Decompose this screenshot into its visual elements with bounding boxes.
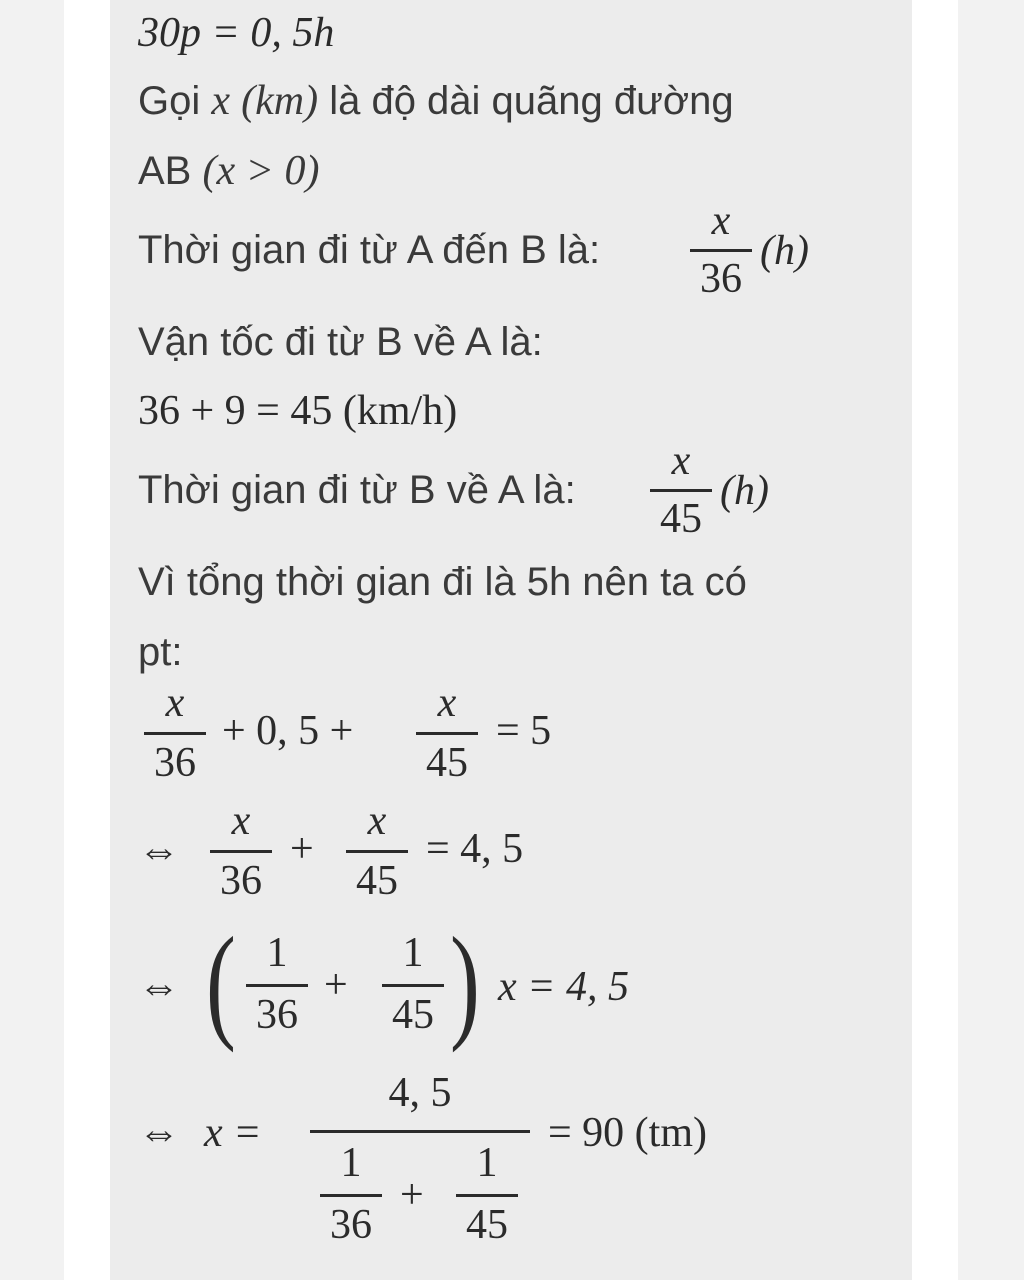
eq3-iff: ⇔ xyxy=(138,964,180,1010)
unit-hours-2: (h) xyxy=(720,468,769,514)
eq3-left-paren: ( xyxy=(206,911,236,1053)
text-line-5: Vận tốc đi từ B về A là: xyxy=(138,320,543,364)
text-line-7: Thời gian đi từ B về A là: xyxy=(138,468,576,512)
eq3-fraction-1: 1 36 xyxy=(246,930,308,1040)
text-line-2: Gọi x (km) là độ dài quãng đường xyxy=(138,78,734,124)
eq4-den-plus: + xyxy=(400,1172,424,1218)
eq4-lhs: x = xyxy=(204,1110,262,1156)
eq2-rhs: = 4, 5 xyxy=(426,826,524,872)
eq1-middle: + 0, 5 + xyxy=(222,708,354,754)
eq3-plus: + xyxy=(324,962,348,1008)
eq3-rhs: x = 4, 5 xyxy=(498,964,629,1010)
fraction-x-over-45: x 45 xyxy=(650,436,712,546)
unit-hours-1: (h) xyxy=(760,228,809,274)
eq1-fraction-2: x 45 xyxy=(416,678,478,788)
eq4-rhs: = 90 (tm) xyxy=(548,1110,707,1156)
eq4-main-fraction: 4, 5 xyxy=(310,1070,530,1130)
eq4-den-fraction-1: 1 36 xyxy=(320,1140,382,1250)
eq1-fraction-1: x 36 xyxy=(144,678,206,788)
fraction-x-over-36: x 36 xyxy=(690,196,752,306)
eq2-fraction-2: x 45 xyxy=(346,796,408,906)
eq4-den-fraction-2: 1 45 xyxy=(456,1140,518,1250)
eq2-fraction-1: x 36 xyxy=(210,796,272,906)
eq3-fraction-2: 1 45 xyxy=(382,930,444,1040)
text-line-3: AB (x > 0) xyxy=(138,148,320,194)
text-line-9: pt: xyxy=(138,630,183,674)
equation-line-6: 36 + 9 = 45 (km/h) xyxy=(138,388,458,434)
equation-line-1: 30p = 0, 5h xyxy=(138,10,335,56)
text-line-4: Thời gian đi từ A đến B là: xyxy=(138,228,601,272)
eq4-iff: ⇔ xyxy=(138,1110,180,1156)
eq1-rhs: = 5 xyxy=(496,708,552,754)
eq2-iff: ⇔ xyxy=(138,828,180,874)
eq3-right-paren: ) xyxy=(450,911,480,1053)
text-line-8: Vì tổng thời gian đi là 5h nên ta có xyxy=(138,560,747,604)
solution-content xyxy=(110,0,912,1280)
eq2-plus: + xyxy=(290,826,314,872)
